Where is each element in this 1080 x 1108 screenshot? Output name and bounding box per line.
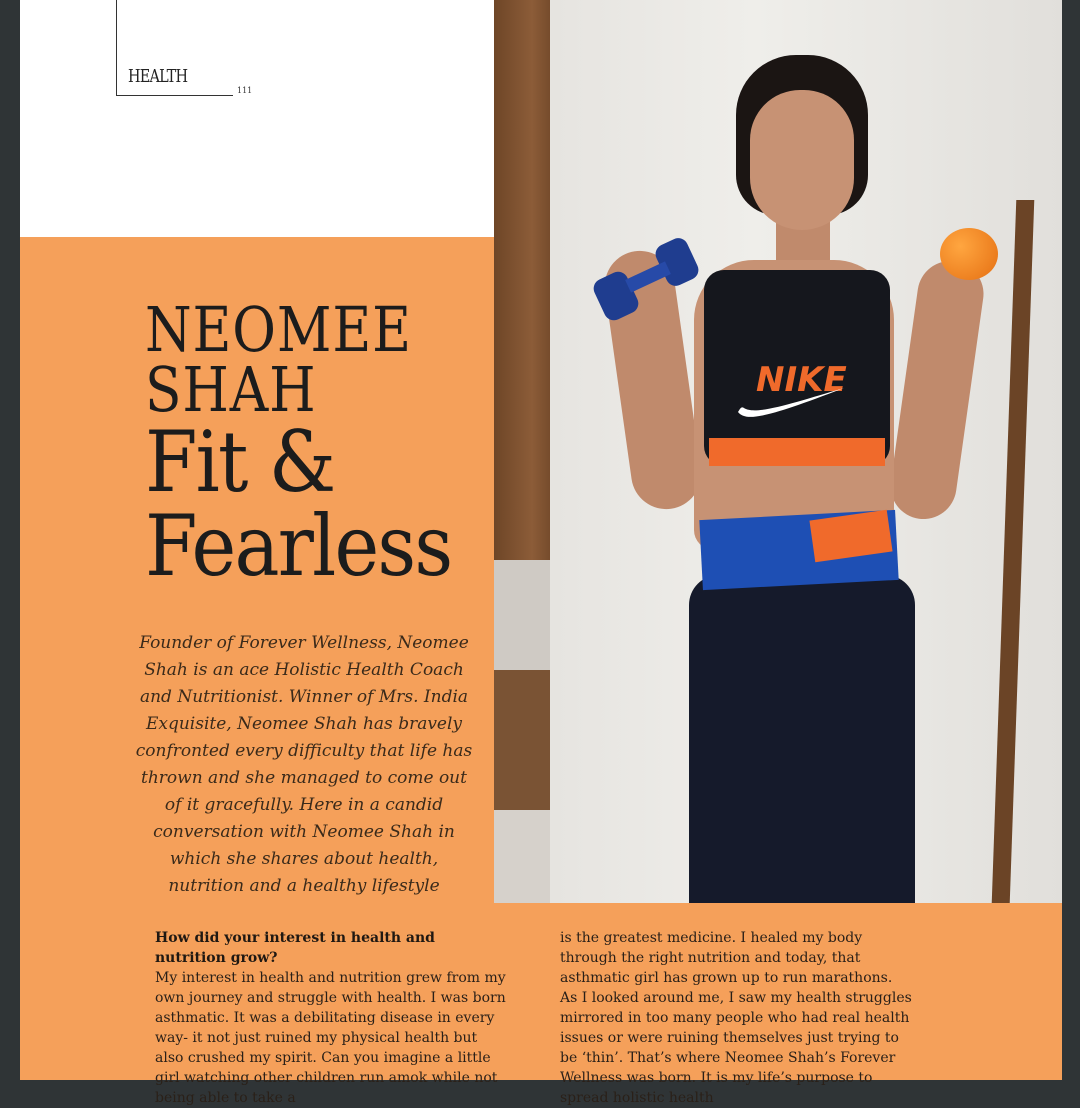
interview-question: How did your interest in health and nutrition grow? bbox=[155, 930, 435, 966]
page-number: 111 bbox=[237, 86, 253, 95]
header-white-block bbox=[20, 0, 494, 237]
orange-fruit bbox=[940, 228, 998, 280]
magazine-page bbox=[20, 0, 1062, 1106]
headline-tag-line2: Fearless bbox=[145, 497, 452, 595]
answer-text-left: My interest in health and nutrition grew from my own journey and struggle with health. I was born asthmatic. It was a debilitating disease in every way- it not just ruined my physical health but also crushed my spirit. Can you imagine a little girl watching other children run amok while not being able to take a bbox=[155, 970, 506, 1106]
headline-name-line1: NEOMEE bbox=[145, 293, 412, 366]
article-column-left bbox=[155, 928, 507, 1108]
nike-logo-text: NIKE bbox=[756, 360, 847, 400]
leggings bbox=[689, 575, 915, 903]
headline-tag-line1: Fit & bbox=[145, 413, 335, 511]
sports-bra-band bbox=[709, 438, 885, 466]
cover-photo bbox=[494, 0, 1062, 903]
dumbbell-icon bbox=[598, 240, 698, 320]
answer-text-right: is the greatest medicine. I healed my body through the right nutrition and today, that asthmatic girl has grown up to run marathons. As I looked around me, I saw my health struggles mirrored in too many people who had real health issues or were ruining themselves just trying to be ‘thin’. That’s where Neomee Shah’s Forever Wellness was born. It is my life’s purpose to spread holistic health bbox=[560, 930, 912, 1106]
headline-name-line2: SHAH bbox=[145, 353, 317, 426]
article-column-right bbox=[560, 928, 912, 1108]
section-label: HEALTH bbox=[128, 66, 188, 87]
face bbox=[750, 90, 854, 230]
swoosh-icon bbox=[736, 382, 846, 422]
intro-paragraph: Founder of Forever Wellness, Neomee Shah is an ace Holistic Health Coach and Nutritionist. Winner of Mrs. India Exquisite, Neomee Shah has bravely confronted every difficulty that life has thrown and she managed to come out of it gracefully. Here in a candid conversation with Neomee Shah in which she shares about health, nutrition and a healthy lifestyle bbox=[135, 633, 473, 896]
headline bbox=[145, 293, 485, 595]
